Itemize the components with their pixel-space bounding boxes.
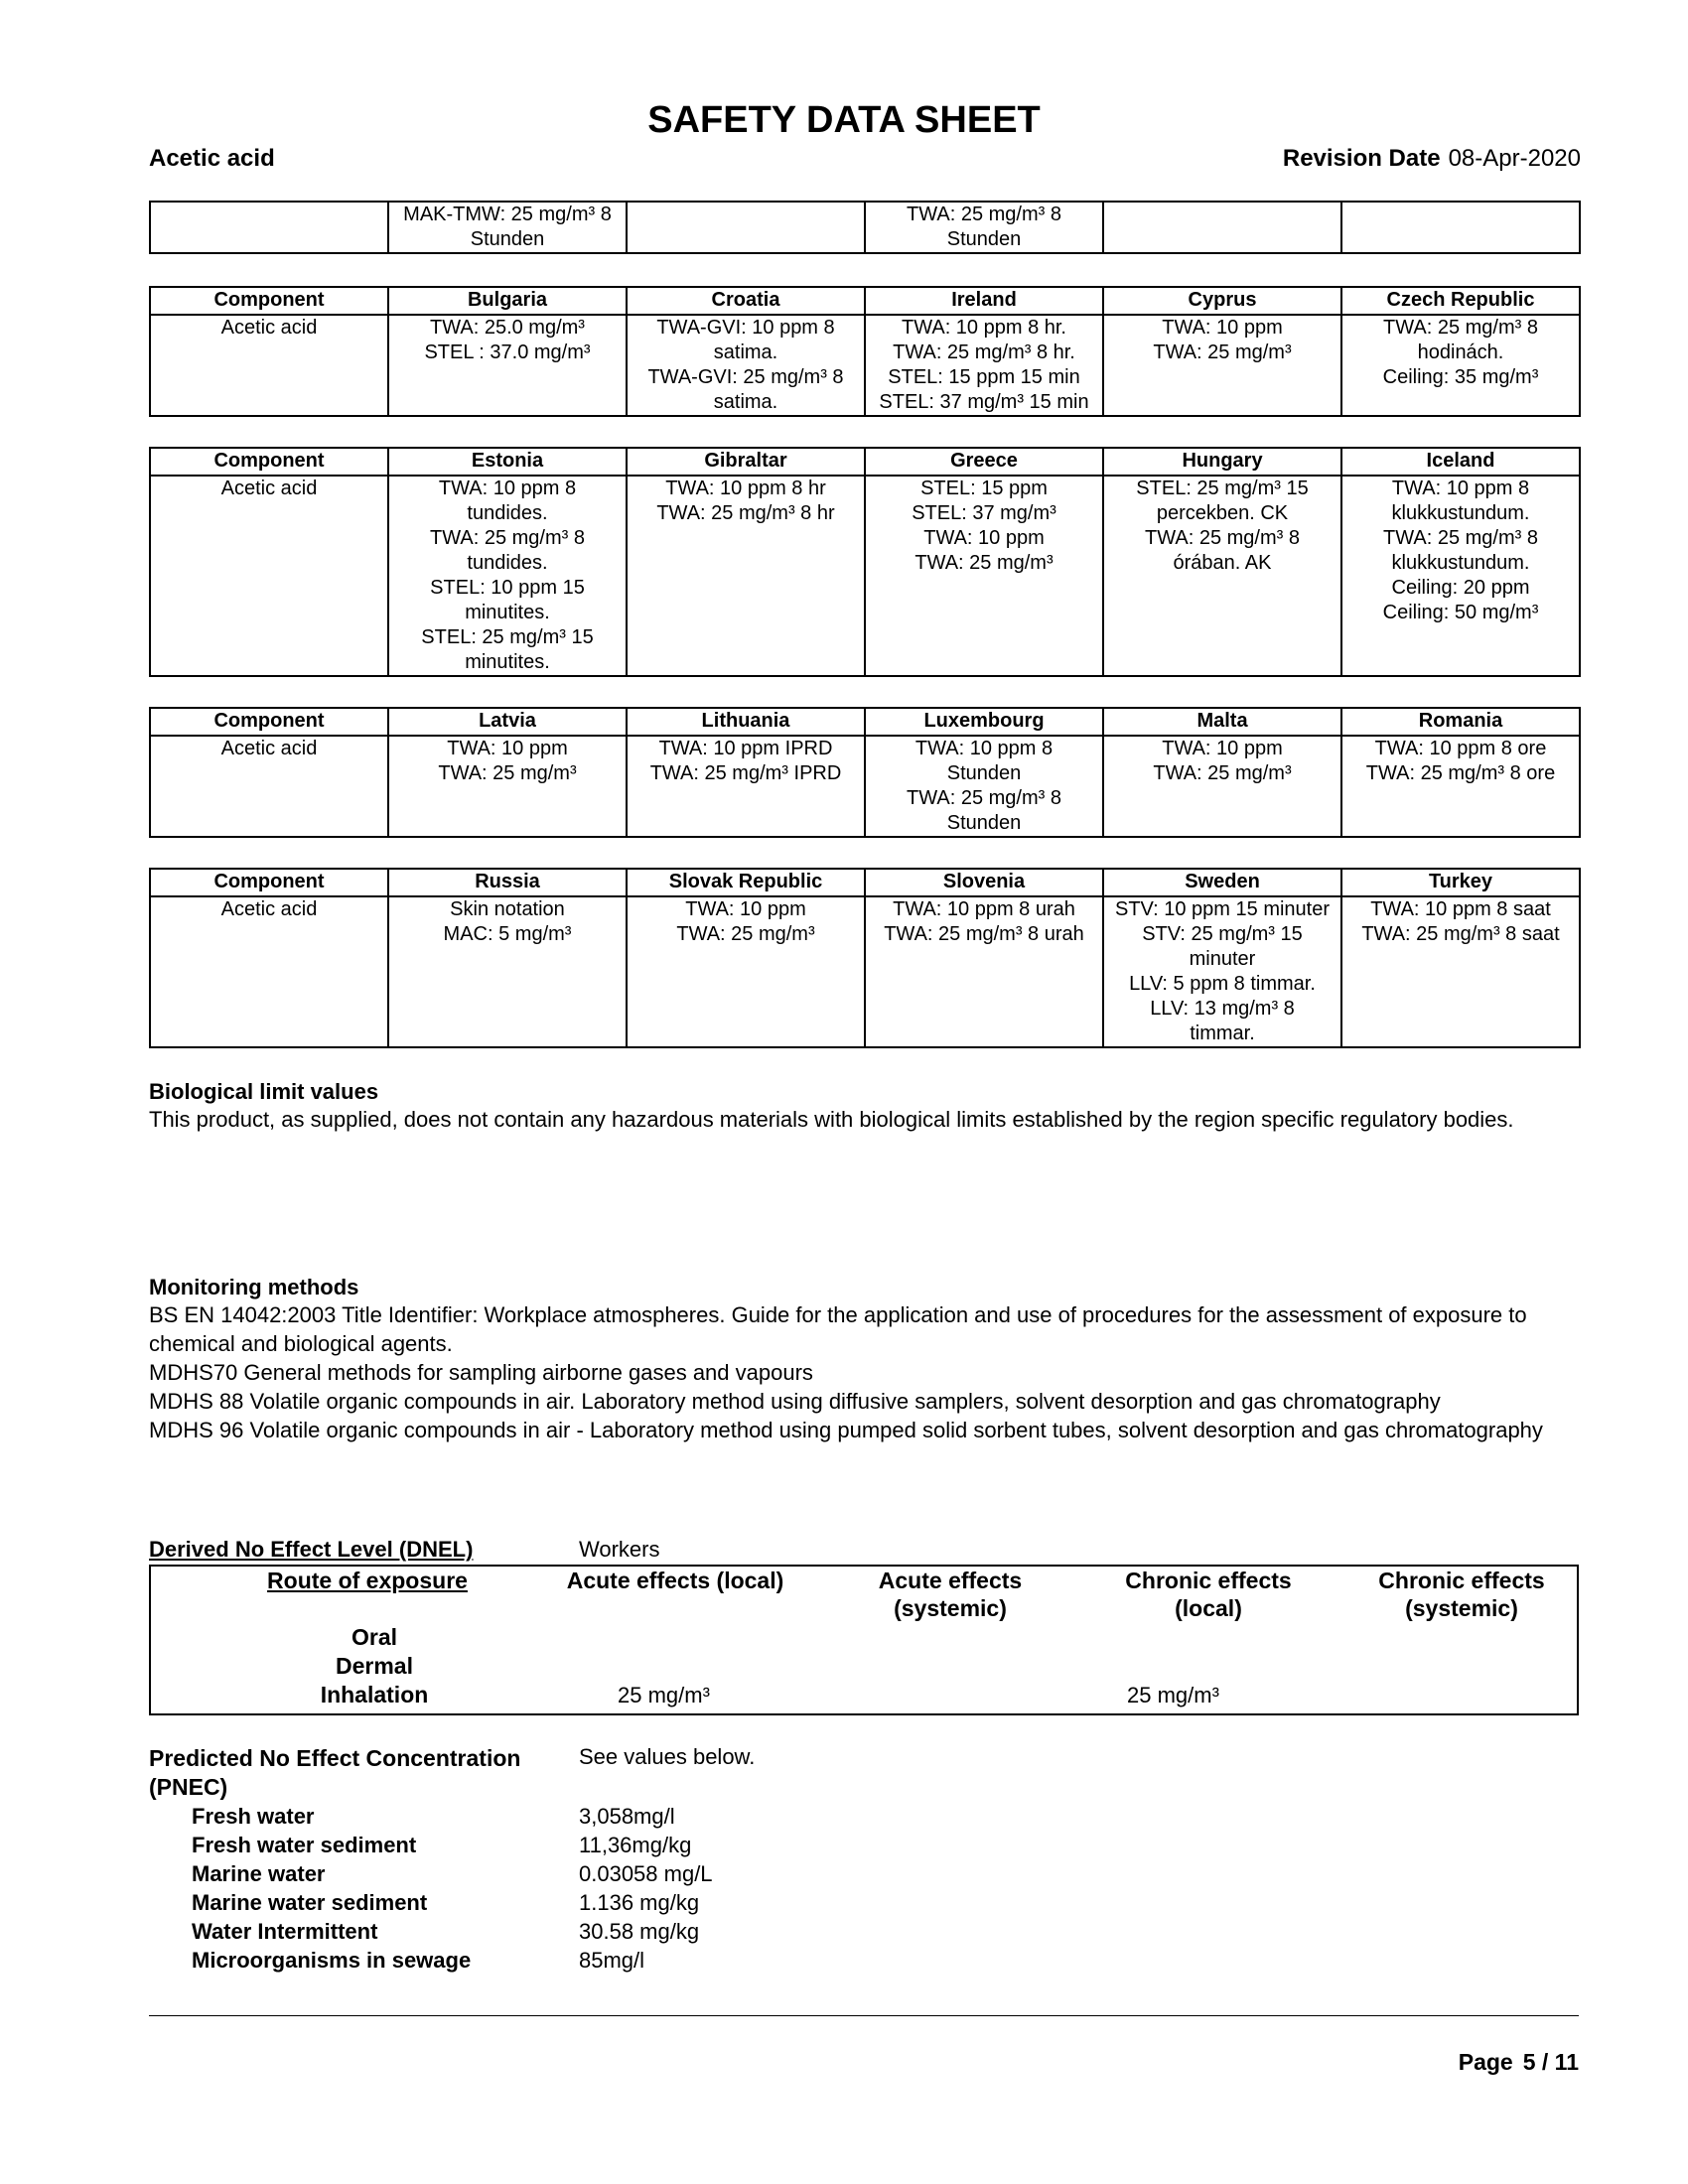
column-header: Iceland [1341,448,1580,476]
list-item [192,1859,713,1888]
table-header-row [150,448,1580,476]
table-cell: Skin notation MAC: 5 mg/m³ [388,896,627,1047]
column-header: Romania [1341,708,1580,736]
table-cell: TWA: 10 ppm 8 hr. TWA: 25 mg/m³ 8 hr. STEL: 15 ppm 15 min STEL: 37 mg/m³ 15 min [865,315,1103,416]
monitoring-methods-heading: Monitoring methods [149,1275,359,1299]
column-header: Malta [1103,708,1341,736]
pnec-item-value: 1.136 mg/kg [579,1890,700,1915]
revision-date [1283,145,1581,173]
page-value: 5 / 11 [1522,2049,1579,2075]
table-row [150,476,1580,676]
pnec-item-value: 3,058mg/l [579,1804,675,1829]
biological-limits-heading: Biological limit values [149,1079,379,1104]
column-header: Croatia [627,287,865,315]
column-header: Latvia [388,708,627,736]
exposure-table-3 [149,707,1581,838]
page-label: Page [1458,2049,1513,2075]
exposure-table-4 [149,868,1581,1048]
pnec-item-value: 85mg/l [579,1948,645,1973]
dnel-col-chronic-systemic-line2: (systemic) [1405,1595,1518,1621]
column-header: Estonia [388,448,627,476]
column-header: Ireland [865,287,1103,315]
column-header: Hungary [1103,448,1341,476]
pnec-list [192,1802,713,1975]
pnec-item-name: Microorganisms in sewage [192,1948,472,1973]
list-item [192,1802,713,1831]
list-item [192,1917,713,1946]
column-header: Gibraltar [627,448,865,476]
table-cell: TWA: 10 ppm TWA: 25 mg/m³ [1103,315,1341,416]
table-cell: TWA: 10 ppm 8 hr TWA: 25 mg/m³ 8 hr [627,476,865,676]
table-cell: MAK-TMW: 25 mg/m³ 8 Stunden [388,202,627,253]
dnel-inhalation-acute-local: 25 mg/m³ [618,1683,710,1707]
table-cell: STEL: 15 ppm STEL: 37 mg/m³ TWA: 10 ppm TWA: 25 mg/m³ [865,476,1103,676]
column-header: Russia [388,869,627,896]
table-cell: TWA: 10 ppm TWA: 25 mg/m³ [1103,736,1341,837]
table-header-row [150,869,1580,896]
pnec-item-value: 11,36mg/kg [579,1833,692,1857]
column-header: Bulgaria [388,287,627,315]
exposure-table-2 [149,447,1581,677]
column-header: Slovenia [865,869,1103,896]
dnel-group: Workers [579,1537,660,1562]
dnel-col-chronic-local [1084,1567,1333,1622]
table-row [150,736,1580,837]
pnec-item-name: Marine water sediment [192,1890,428,1915]
monitoring-method: MDHS70 General methods for sampling airborne gases and vapours [149,1360,813,1385]
table-cell [1341,202,1580,253]
table-cell: Acetic acid [150,315,388,416]
dnel-col-chronic-systemic [1337,1567,1586,1622]
table-cell: Acetic acid [150,896,388,1047]
exposure-table-continued [149,201,1581,254]
table-cell: TWA: 25 mg/m³ 8 Stunden [865,202,1103,253]
column-header: Component [150,287,388,315]
pnec-heading: Predicted No Effect Concentration (PNEC) [149,1745,521,1800]
column-header: Luxembourg [865,708,1103,736]
table-cell [150,202,388,253]
footer-divider [149,2015,1579,2016]
column-header: Sweden [1103,869,1341,896]
table-cell: TWA: 10 ppm TWA: 25 mg/m³ [627,896,865,1047]
dnel-col-acute-systemic-line1: Acute effects [878,1568,1023,1593]
pnec-item-name: Marine water [192,1861,326,1886]
column-header: Cyprus [1103,287,1341,315]
dnel-col-route: Route of exposure [267,1568,468,1593]
column-header: Czech Republic [1341,287,1580,315]
pnec-intro: See values below. [579,1744,756,1769]
list-item [192,1831,713,1859]
pnec-item-name: Fresh water [192,1804,315,1829]
pnec-item-value: 0.03058 mg/L [579,1861,713,1886]
dnel-inhalation-chronic-local: 25 mg/m³ [1127,1683,1219,1707]
dnel-route-dermal: Dermal [336,1653,413,1679]
table-cell: TWA: 25 mg/m³ 8 hodinách. Ceiling: 35 mg/m³ [1341,315,1580,416]
revision-value: 08-Apr-2020 [1448,145,1581,172]
dnel-col-acute-systemic [836,1567,1064,1622]
pnec-item-value: 30.58 mg/kg [579,1919,700,1944]
table-header-row [150,708,1580,736]
table-cell: TWA: 10 ppm 8 klukkustundum. TWA: 25 mg/m³ 8 klukkustundum. Ceiling: 20 ppm Ceiling: 50 mg/m³ [1341,476,1580,676]
dnel-col-chronic-local-line2: (local) [1175,1595,1242,1621]
dnel-heading: Derived No Effect Level (DNEL) [149,1537,474,1562]
table-row [150,315,1580,416]
table-cell: Acetic acid [150,736,388,837]
monitoring-methods-list [149,1300,1579,1444]
dnel-col-chronic-systemic-line1: Chronic effects [1378,1568,1545,1593]
table-cell: TWA: 10 ppm 8 saat TWA: 25 mg/m³ 8 saat [1341,896,1580,1047]
table-cell: TWA: 10 ppm 8 Stunden TWA: 25 mg/m³ 8 Stunden [865,736,1103,837]
revision-label: Revision Date [1282,145,1441,172]
dnel-table [149,1565,1579,1715]
table-cell: STV: 10 ppm 15 minuter STV: 25 mg/m³ 15 minuter LLV: 5 ppm 8 timmar. LLV: 13 mg/m³ 8 timmar. [1103,896,1341,1047]
table-cell: TWA: 10 ppm 8 tundides. TWA: 25 mg/m³ 8 tundides. STEL: 10 ppm 15 minutites. STEL: 25 mg/m³ 15 minutites. [388,476,627,676]
table-cell: TWA: 10 ppm TWA: 25 mg/m³ [388,736,627,837]
page-number [1459,2049,1579,2076]
monitoring-method: MDHS 96 Volatile organic compounds in air - Laboratory method using pumped solid sorbent tubes, solvent desorption and gas chromatography [149,1418,1543,1442]
table-cell [1103,202,1341,253]
table-row [150,202,1580,253]
list-item [192,1888,713,1917]
pnec-item-name: Fresh water sediment [192,1833,417,1857]
column-header: Component [150,448,388,476]
column-header: Turkey [1341,869,1580,896]
table-cell: TWA: 10 ppm IPRD TWA: 25 mg/m³ IPRD [627,736,865,837]
table-cell: TWA: 10 ppm 8 urah TWA: 25 mg/m³ 8 urah [865,896,1103,1047]
dnel-col-acute-local: Acute effects (local) [566,1568,784,1593]
pnec-item-name: Water Intermittent [192,1919,378,1944]
column-header: Lithuania [627,708,865,736]
table-cell: TWA-GVI: 10 ppm 8 satima. TWA-GVI: 25 mg/m³ 8 satima. [627,315,865,416]
column-header: Component [150,869,388,896]
dnel-col-acute-systemic-line2: (systemic) [894,1595,1007,1621]
column-header: Component [150,708,388,736]
column-header: Greece [865,448,1103,476]
dnel-col-chronic-local-line1: Chronic effects [1125,1568,1292,1593]
monitoring-method: MDHS 88 Volatile organic compounds in air. Laboratory method using diffusive samplers, solvent desorption and gas chromatography [149,1389,1441,1414]
column-header: Slovak Republic [627,869,865,896]
dnel-route-inhalation: Inhalation [320,1682,429,1707]
table-cell: TWA: 25.0 mg/m³ STEL : 37.0 mg/m³ [388,315,627,416]
biological-limits-text: This product, as supplied, does not contain any hazardous materials with biological limits established by the region specific regulatory bodies. [149,1107,1514,1132]
product-name: Acetic acid [149,145,275,172]
exposure-table-1 [149,286,1581,417]
table-header-row [150,287,1580,315]
dnel-route-oral: Oral [351,1624,398,1650]
monitoring-method: BS EN 14042:2003 Title Identifier: Workplace atmospheres. Guide for the application and use of procedures for the assessment of exposure to chemical and biological agents. [149,1302,1527,1356]
table-cell: TWA: 10 ppm 8 ore TWA: 25 mg/m³ 8 ore [1341,736,1580,837]
table-row [150,896,1580,1047]
document-title: SAFETY DATA SHEET [647,99,1041,141]
table-cell: STEL: 25 mg/m³ 15 percekben. CK TWA: 25 mg/m³ 8 órában. AK [1103,476,1341,676]
list-item [192,1946,713,1975]
table-cell: Acetic acid [150,476,388,676]
table-cell [627,202,865,253]
